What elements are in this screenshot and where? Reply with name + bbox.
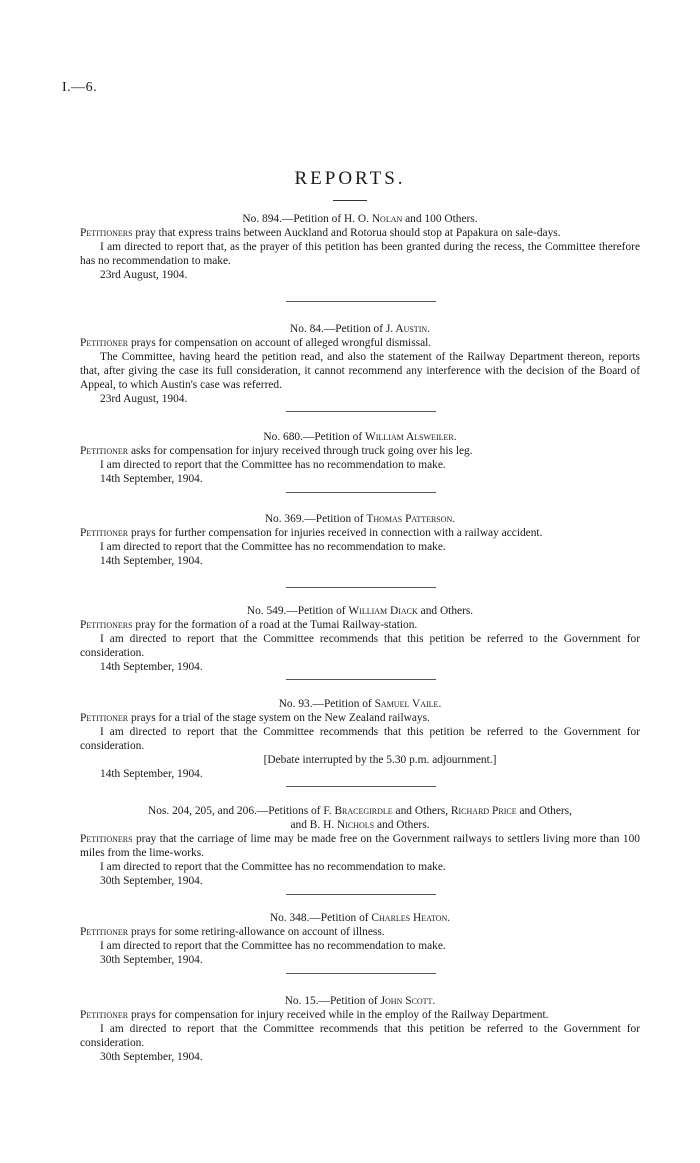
petition-prayer: [80, 925, 640, 939]
heading-rule: [333, 200, 367, 201]
petition-title: [80, 212, 640, 226]
title-text: No. 894.—Petition of: [242, 213, 344, 225]
petition-date: 23rd August, 1904.: [100, 393, 188, 406]
prayer-lead: Petitioner: [80, 1009, 129, 1022]
petition-title: [80, 994, 640, 1008]
petition-prayer: [80, 336, 640, 350]
petition-report: I am directed to report that the Committee has no recommendation to make.: [100, 459, 446, 472]
separator-rule: [286, 679, 436, 680]
petition-date: 14th September, 1904.: [100, 768, 203, 781]
petition-prayer: [80, 711, 640, 725]
petitioner-name: H. O. Nolan: [343, 213, 403, 225]
title-text: .: [427, 323, 430, 335]
petitioner-name: William Alsweiler: [364, 431, 454, 443]
petition-prayer: [80, 526, 640, 540]
separator-rule: [286, 587, 436, 588]
petition-prayer: [80, 618, 640, 632]
petition-date: 30th September, 1904.: [100, 875, 203, 888]
prayer-text: asks for compensation for injury received through truck going over his leg.: [128, 445, 473, 458]
petition-prayer: [80, 444, 640, 458]
petition-680: [80, 430, 640, 486]
petitioner-name: John Scott: [380, 995, 433, 1007]
prayer-lead: Petitioner: [80, 712, 129, 725]
prayer-text: prays for compensation for injury received while in the employ of the Railway Department.: [128, 1009, 549, 1022]
title-text: and Others.: [374, 819, 430, 832]
separator-rule: [286, 786, 436, 787]
title-text: No. 369.—Petition of: [264, 513, 367, 525]
title-text: .: [447, 912, 451, 924]
petition-date: 14th September, 1904.: [100, 555, 203, 568]
petition-report: I am directed to report that the Committee has no recommendation to make.: [100, 541, 446, 554]
title-text: and Others,: [392, 805, 451, 817]
petition-title: [80, 697, 640, 711]
petition-report: The Committee, having heard the petition read, and also the statement of the Railway Department thereon, reports that, after giving the case its full consideration, it cannot recommend any interference with the decision of the Board of Appeal, to which Austin's case was referred.: [80, 351, 640, 392]
title-text: No. 348.—Petition of: [269, 912, 372, 924]
petition-date: 14th September, 1904.: [100, 661, 203, 674]
petition-report: I am directed to report that, as the prayer of this petition has been granted during the recess, the Committee therefore has no recommendation to make.: [80, 241, 640, 268]
separator-rule: [286, 973, 436, 974]
title-text: No. 15.—Petition of: [284, 995, 381, 1007]
petition-prayer: [80, 226, 640, 240]
prayer-text: pray that express trains between Auckland and Rotorua should stop at Papakura on sale-days.: [132, 227, 561, 240]
title-text: .: [452, 513, 456, 525]
prayer-text: prays for some retiring-allowance on account of illness.: [128, 926, 385, 939]
prayer-lead: Petitioner: [80, 337, 129, 350]
title-text: .: [438, 698, 442, 710]
petitioner-name: Bracegirdle: [334, 805, 393, 817]
prayer-lead: Petitioners: [80, 227, 133, 240]
petition-84: [80, 322, 640, 407]
title-text: Nos. 204, 205, and 206.—Petitions of F.: [148, 805, 335, 817]
petitioner-name: J. Austin: [385, 323, 428, 335]
title-text: .: [432, 995, 436, 1007]
petition-title: [80, 604, 640, 618]
prayer-lead: Petitioners: [80, 833, 133, 846]
petition-date: 30th September, 1904.: [100, 954, 203, 967]
petitioner-name: Richard Price: [450, 805, 517, 817]
title-text: No. 84.—Petition of: [289, 323, 386, 335]
title-text: No. 93.—Petition of: [278, 698, 375, 710]
petition-93: [80, 697, 640, 782]
petition-369: [80, 512, 640, 568]
separator-rule: [286, 411, 436, 412]
petition-report: I am directed to report that the Committee has no recommendation to make.: [100, 861, 446, 874]
petition-title: [80, 911, 640, 925]
petition-report: I am directed to report that the Committee recommends that this petition be referred to the Government for consideration.: [80, 1023, 640, 1050]
page-title: REPORTS.: [294, 168, 406, 189]
separator-rule: [286, 492, 436, 493]
prayer-lead: Petitioner: [80, 926, 129, 939]
petitioner-name: Nichols: [337, 819, 375, 832]
prayer-text: pray that the carriage of lime may be made free on the Government railways to settlers living more than 100 miles from the lime-works.: [80, 833, 640, 860]
prayer-text: prays for further compensation for injuries received in connection with a railway accident.: [128, 527, 543, 540]
petition-15: [80, 994, 640, 1064]
title-text: No. 549.—Petition of: [246, 605, 349, 617]
petition-report: I am directed to report that the Committee recommends that this petition be referred to the Government for consideration.: [80, 633, 640, 660]
separator-rule: [286, 301, 436, 302]
petition-note: [Debate interrupted by the 5.30 p.m. adjournment.]: [263, 754, 497, 767]
petition-title: [80, 512, 640, 526]
petition-348: [80, 911, 640, 967]
prayer-text: prays for a trial of the stage system on the New Zealand railways.: [128, 712, 430, 725]
petition-204-205-206: [80, 804, 640, 889]
title-text: .: [453, 431, 457, 443]
title-text: No. 680.—Petition of: [263, 431, 365, 443]
title-text: and Others,: [516, 805, 572, 817]
prayer-text: prays for compensation on account of alleged wrongful dismissal.: [128, 337, 432, 350]
petition-prayer: [80, 1008, 640, 1022]
petitioner-name: Charles Heaton: [371, 912, 448, 924]
petition-title: [80, 430, 640, 444]
prayer-lead: Petitioner: [80, 445, 129, 458]
title-text: and 100 Others.: [402, 213, 478, 225]
petition-title: [80, 322, 640, 336]
petition-report: I am directed to report that the Committee recommends that this petition be referred to the Government for consideration.: [80, 726, 640, 753]
petitioner-name: William Diack: [348, 605, 418, 617]
prayer-text: pray for the formation of a road at the Tumai Railway-station.: [132, 619, 418, 632]
petition-549: [80, 604, 640, 674]
petition-title-line2: [80, 818, 640, 832]
petition-report: I am directed to report that the Committee has no recommendation to make.: [100, 940, 446, 953]
title-text: and B. H.: [290, 819, 338, 832]
petition-date: 30th September, 1904.: [100, 1051, 203, 1064]
separator-rule: [286, 894, 436, 895]
page-reference: I.—6.: [62, 80, 98, 95]
petition-date: 23rd August, 1904.: [100, 269, 188, 282]
prayer-lead: Petitioner: [80, 527, 129, 540]
petition-894: [80, 212, 640, 282]
petition-date: 14th September, 1904.: [100, 473, 203, 486]
petition-prayer: [80, 832, 640, 860]
petitioner-name: Samuel Vaile: [374, 698, 439, 710]
petition-title: [80, 804, 640, 818]
petitioner-name: Thomas Patterson: [366, 513, 453, 525]
prayer-lead: Petitioners: [80, 619, 133, 632]
title-text: and Others.: [417, 605, 474, 617]
